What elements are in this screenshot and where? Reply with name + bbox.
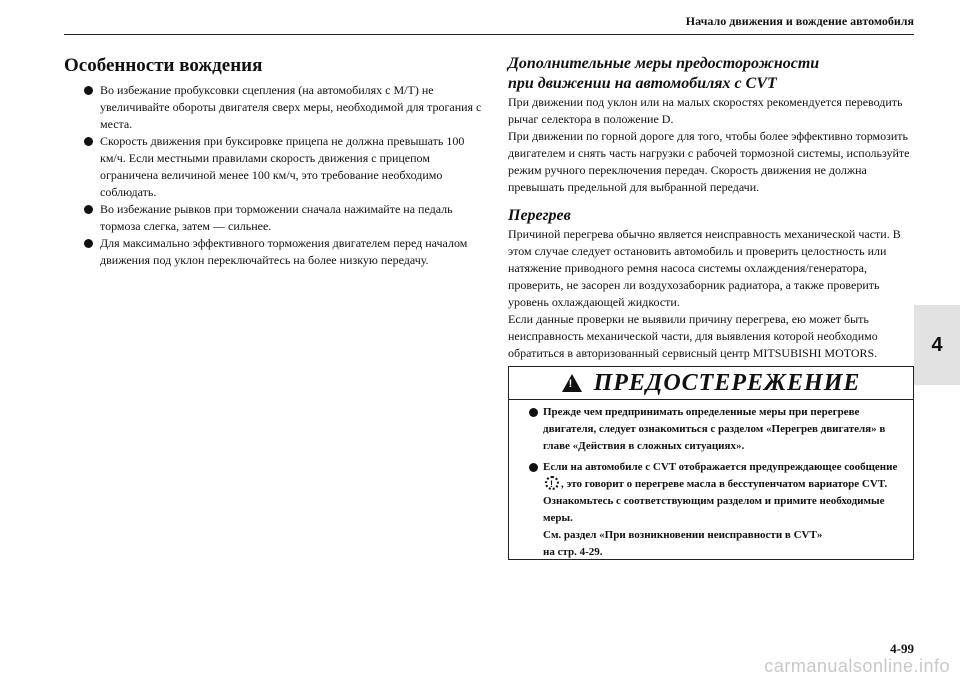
bullet-item — [64, 133, 484, 201]
warning-item-text: Прежде чем предпринимать определенные меры при перегреве двигателя, следует ознакомиться с разделом «Перегрев двигателя» в главе «Действия в сложных ситуациях». — [543, 406, 886, 452]
overheat-paragraph-1: Причиной перегрева обычно является неисправность механической части. В этом случае следует остановить автомобиль и проверить целостность или натяжение приводного ремня насоса системы охлаждения/генератора, проверить, не засорен ли воздухозаборник радиатора, а также проверить уровень охлаждающей жидкости. — [508, 227, 901, 309]
bullet-dot-icon — [529, 408, 538, 417]
warning-title: ПРЕДОСТЕРЕЖЕНИЕ — [593, 369, 861, 396]
cvt-overheat-warning-icon — [545, 476, 559, 490]
cvt-paragraph-2: При движении по горной дороге для того, чтобы более эффективно тормозить двигателем и снять часть нагрузки с рабочей тормозной системы, используйте режим ручного переключения передач. Скорость движения не должна превышать предельной для выбранной передачи. — [508, 129, 910, 194]
section-title-driving: Особенности вождения — [64, 55, 263, 76]
warning-item — [517, 459, 905, 561]
warning-item-text-line3a: См. раздел «При возникновении неисправности в CVT» — [543, 529, 823, 541]
cvt-title-line-1: Дополнительные меры предосторожности — [508, 55, 820, 72]
bullet-dot-icon — [529, 463, 538, 472]
warning-item-text-line2: Ознакомьтесь с соответствующим разделом и примите необходимые меры. — [543, 495, 885, 524]
warning-item-text-line3b: на стр. 4-29. — [543, 546, 603, 558]
warning-item — [517, 404, 905, 455]
bullet-text: Во избежание пробуксовки сцепления (на автомобилях с M/T) не увеличивайте обороты двигателя сверх меры, необходимой для трогания с места. — [100, 83, 482, 131]
bullet-dot-icon — [84, 205, 93, 214]
bullet-text: Для максимально эффективного торможения двигателем перед началом движения под уклон переключайтесь на более низкую передачу. — [100, 236, 468, 267]
warning-item-text-cont: , это говорит о перегреве масла в бесступенчатом вариаторе CVT. — [561, 478, 888, 490]
chapter-tab: 4 — [914, 305, 960, 385]
warning-header — [509, 367, 913, 400]
warning-list — [517, 404, 905, 561]
bullet-text: Во избежание рывков при торможении сначала нажимайте на педаль тормоза слегка, затем — сильнее. — [100, 202, 453, 233]
bullet-item — [64, 235, 484, 269]
warning-triangle-icon: ! — [562, 374, 582, 392]
header-title: Начало движения и вождение автомобиля — [685, 14, 914, 28]
bullet-dot-icon — [84, 137, 93, 146]
right-column — [508, 42, 918, 362]
driving-bullet-list — [64, 82, 484, 269]
page-number: 4-99 — [890, 641, 914, 656]
cvt-paragraph-1: При движении под уклон или на малых скоростях рекомендуется переводить рычаг селектора в положение D. — [508, 95, 903, 126]
warning-box — [508, 366, 914, 560]
bullet-item — [64, 201, 484, 235]
bullet-dot-icon — [84, 86, 93, 95]
header-rule — [64, 34, 914, 35]
warning-body — [509, 400, 913, 561]
bullet-text: Скорость движения при буксировке прицепа не должна превышать 100 км/ч. Если местными правилами скорость движения с прицепом ограничена величиной менее 100 км/ч, это требование необходимо соблюдать. — [100, 134, 465, 199]
bullet-item — [64, 82, 484, 133]
warning-item-text: Если на автомобиле с CVT отображается предупреждающее сообщение — [543, 461, 898, 473]
watermark: carmanualsonline.info — [764, 656, 950, 676]
overheat-title: Перегрев — [508, 207, 571, 224]
bullet-dot-icon — [84, 239, 93, 248]
overheat-paragraph-2: Если данные проверки не выявили причину перегрева, ею может быть неисправность механической части, для выявления которой необходимо обратиться в авторизованный сервисный центр MITSUBISHI MOTORS. — [508, 312, 878, 360]
left-column — [64, 42, 484, 269]
page-header — [0, 0, 960, 42]
cvt-title-line-2: при движении на автомобилях с CVT — [508, 75, 777, 92]
